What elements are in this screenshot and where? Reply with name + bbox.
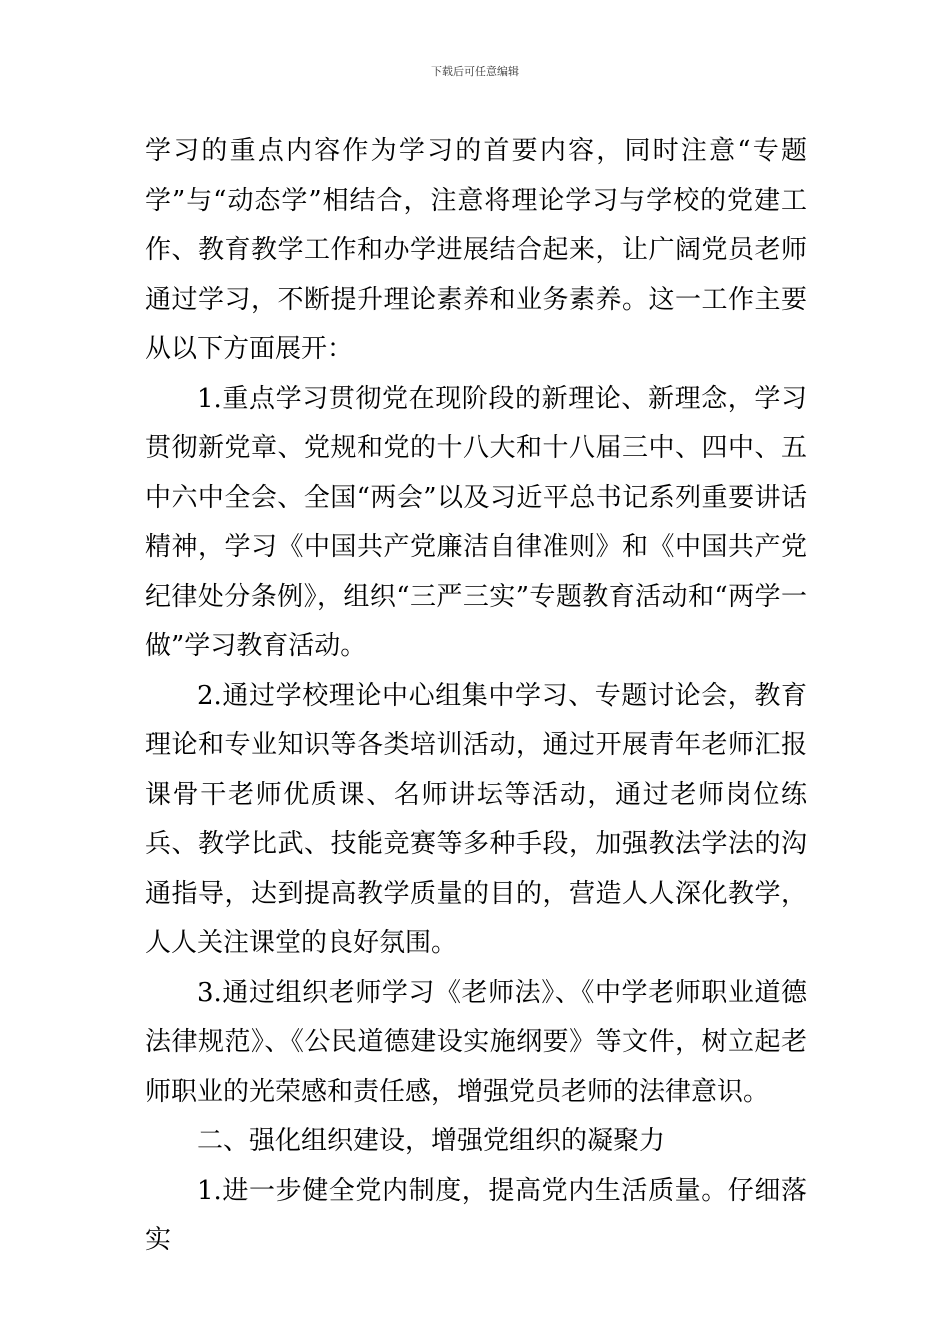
paragraph-intro: 学习的重点内容作为学习的首要内容，同时注意“专题学”与“动态学”相结合，注意将理论学习与学校的党建工作、教育教学工作和办学进展结合起来，让广阔党员老师通过学习，不断提升理论素养和业务素养。这一工作主要从以下方面展开：	[145, 136, 807, 364]
paragraph-item-2: 2.通过学校理论中心组集中学习、专题讨论会，教育理论和专业知识等各类培训活动，通过开展青年老师汇报课骨干老师优质课、名师讲坛等活动，通过老师岗位练兵、教学比武、技能竞赛等多种手段，加强教法学法的沟通指导，达到提高教学质量的目的，营造人人深化教学，人人关注课堂的良好氛围。	[145, 680, 807, 958]
paragraph-item-1: 1.重点学习贯彻党在现阶段的新理论、新理念，学习贯彻新党章、党规和党的十八大和十八届三中、四中、五中六中全会、全国“两会”以及习近平总书记系列重要讲话精神，学习《中国共产党廉洁自律准则》和《中国共产党纪律处分条例》，组织“三严三实”专题教育活动和“两学一做”学习教育活动。	[145, 383, 807, 661]
paragraph-item-3: 3.通过组织老师学习《老师法》、《中学老师职业道德法律规范》、《公民道德建设实施纲要》等文件，树立起老师职业的光荣感和责任感，增强党员老师的法律意识。	[145, 977, 807, 1107]
section-heading-2: 二、强化组织建设，增强党组织的凝聚力	[197, 1126, 666, 1156]
document-body	[145, 127, 807, 1266]
paragraph-section-2-item-1: 1.进一步健全党内制度，提高党内生活质量。仔细落实	[145, 1175, 807, 1255]
page-header-note: 下载后可任意编辑	[431, 65, 519, 78]
